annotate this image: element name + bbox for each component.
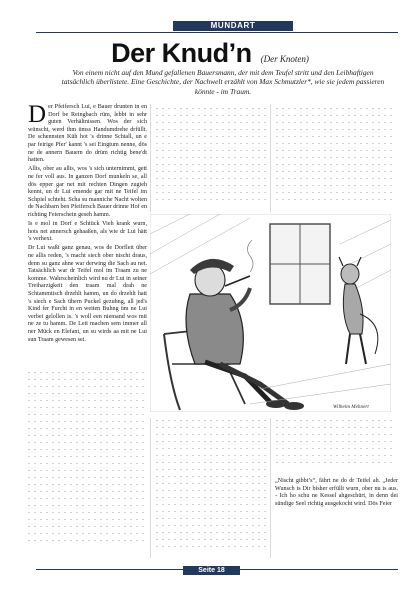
article-lead: Von einem nicht auf den Mund gefallenen Bauersmann, der mit dem Teufel stritt und den Leibhaftigen tatsächlich überlistete. Eine Geschichte, der Nachwelt erzählt von Max Schmutzler*, wie sie jedem passieren könnte - im Traum. (61, 68, 385, 96)
column-divider (270, 418, 271, 558)
paragraph: Allis, ober au allis, wos 's sich unternimmt, gett ne fer voll aus. In ganzen Dorf munkeln se, all dös epper gar net mit rechten Dingen zugieh kennt, un dr Lui emende gar mit ne Teifel im Schpiel schteht. Scha su manniche Nacht wolten de Nachbarn ben Pfeifersch Bauer drinne Hof en richting Feierschein geseh hamm. (28, 166, 147, 218)
faint-text-block (28, 372, 146, 557)
article-body-column (28, 101, 147, 346)
faint-text-block (276, 420, 396, 472)
header-rule (36, 32, 398, 33)
drop-cap: D (28, 101, 47, 128)
column-divider (150, 418, 151, 558)
paragraph: Dr Lui waßt ganz genau, wos de Dorfleit über ne allis reden, 's macht siech ober nischt draus, denn su ganz ahne war derwing die Sach au net. Tatsächlich war dr Teifel mol im Traam zu ne komme. Wahrscheinlich wird nu dr Lui in seiner Treiharzigkeit den traam mal drah ne Schtammtisch drzehlt hamm, un do drzehlt hatt 's siech e Sach übern Puckel gezuhng, all jed's Kind fer Furcht in en weiten Buhng üm ne Lui verbei gelollen is. 's woll een niemand wos mit ne ze tu hamm. De Leit machen sem immer all ner Mück en Elefant, un su wirds aa mit ne Lui sun Traam gewesen sei. (28, 245, 147, 343)
illustration-credit: Wilhelm Mehnert (333, 404, 369, 410)
article-title: Der Knud’n (111, 38, 252, 68)
section-banner: MUNDART (173, 21, 293, 31)
article-closing-text: „Nischt gibbt’s“, fährt ne do dr Teifel ah. „Jeder Wunsch is Dir bisher erfüllt wurn, ober nu is aus. - Ich ho schu ne Kessel ahgeschürt, in denn dei sündige Seel richtig ausgekocht wird. Dös Feier (275, 478, 398, 507)
column-divider (270, 104, 271, 212)
paragraph-text: er Pfeifersch Lui, e Bauer drunten in en Dorf be Reingbach rüm, lebbt in sehr guten Verhältnissen. Wos der sich wünscht, werd ihm ümss Handumdrehe drfüllt. De schennsten Küh hot 's drinne Schtall, un e par feirige Pfer' kannt 's sei Eingtum nenne, dös ne de annern Bauern do drüm richtig bene'dt hatten. (28, 104, 147, 164)
faint-text-block (276, 108, 396, 208)
faint-text-block (156, 108, 266, 208)
article-subtitle: (Der Knoten) (260, 54, 309, 64)
page-number-label: Seite 18 (183, 566, 240, 575)
faint-text-block (156, 420, 266, 558)
title-row (0, 38, 420, 69)
first-paragraph (28, 101, 147, 165)
farmer-illustration (150, 214, 391, 412)
paragraph: Is e mol in Dorf e Schtück Vieh krank wurn, hots net annersch gehaaßen, als wie dr Lui hätt 's verhext. (28, 221, 147, 243)
column-divider (150, 104, 151, 212)
